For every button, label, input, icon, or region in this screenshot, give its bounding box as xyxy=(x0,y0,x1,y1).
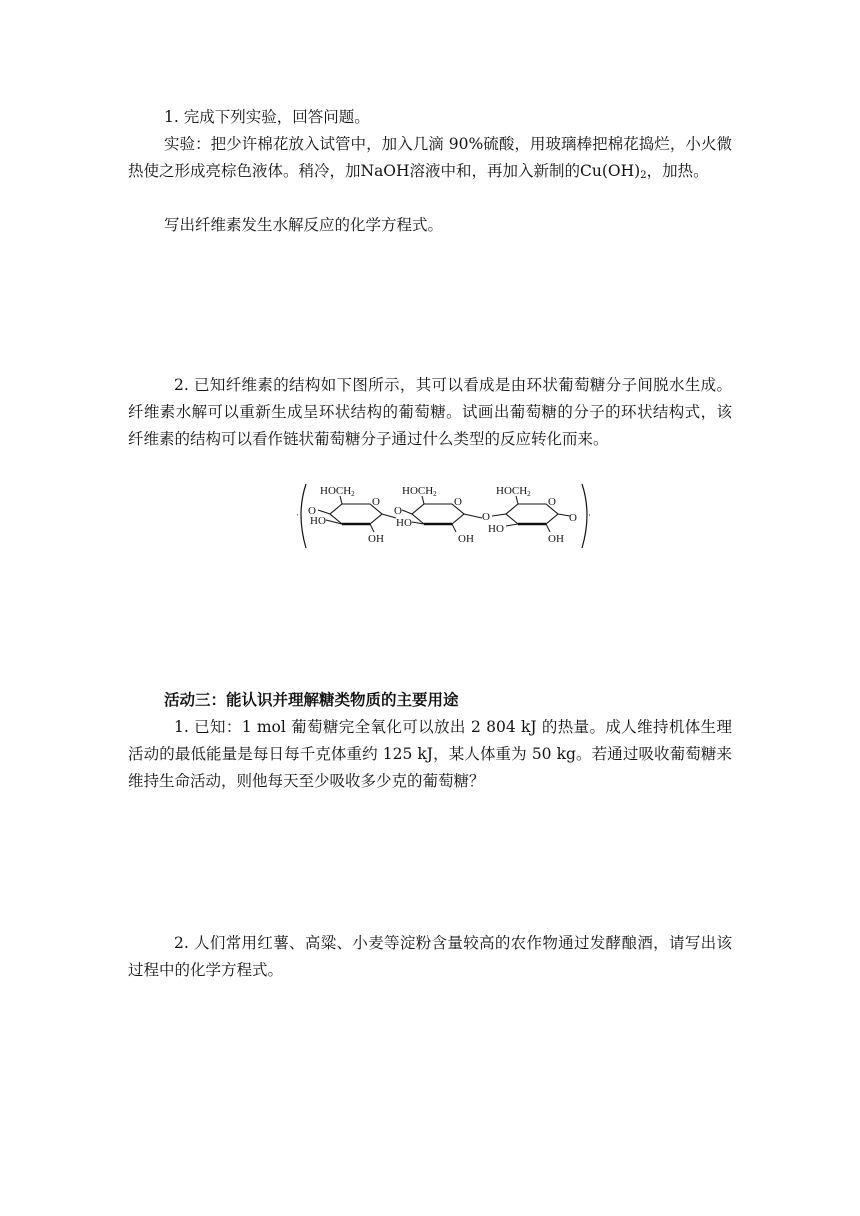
oh-label: OH xyxy=(368,533,384,545)
oh-label: OH xyxy=(548,533,564,545)
bridge-oxygen-label: O xyxy=(482,511,490,523)
bridge-oxygen-label: O xyxy=(394,505,402,517)
activity3-q2: 2. 人们常用红薯、高粱、小麦等淀粉含量较高的农作物通过发酵酿酒，请写出该过程中的化学方程式。 xyxy=(128,934,732,979)
end-oxygen-label: O xyxy=(569,512,577,524)
hoch2-label: HOCH2 xyxy=(320,485,355,498)
ring-oxygen-label: O xyxy=(454,496,462,508)
q2-text: 2. 已知纤维素的结构如下图所示，其可以看成是由环状葡萄糖分子间脱水生成。纤维素水解可以重新生成呈环状结构的葡萄糖。试画出葡萄糖的分子的环状结构式，该纤维素的结构可以看作链状葡萄糖分子通过什么类型的反应转化而来。 xyxy=(128,376,732,448)
q1-ask: 写出纤维素发生水解反应的化学方程式。 xyxy=(164,216,444,234)
ho-label: HO xyxy=(310,515,326,527)
q1-title: 1. 完成下列实验，回答问题。 xyxy=(164,108,370,126)
hoch2-label: HOCH2 xyxy=(402,485,437,498)
ho-label: HO xyxy=(396,517,412,529)
q1-experiment-end: ，加热。 xyxy=(646,162,709,180)
hoch2-label: HOCH2 xyxy=(496,485,531,498)
glucose-ring-1 xyxy=(308,485,396,545)
ring-oxygen-label: O xyxy=(372,496,380,508)
activity3-heading: 活动三：能认识并理解糖类物质的主要用途 xyxy=(164,691,459,709)
bridge-oxygen-label: O xyxy=(308,505,316,517)
glucose-ring-2 xyxy=(394,485,482,545)
ho-label: HO xyxy=(488,523,504,535)
q1-experiment xyxy=(128,131,732,185)
oh-label: OH xyxy=(458,533,474,545)
glucose-ring-3 xyxy=(482,485,577,545)
cellulose-structure-diagram xyxy=(290,478,600,554)
q1-experiment-text: 实验：把少许棉花放入试管中，加入几滴 90%硫酸，用玻璃棒把棉花捣烂，小火微热使之形成亮棕色液体。稍冷，加NaOH溶液中和，再加入新制的Cu(OH) xyxy=(128,135,732,180)
q1-experiment-subscript: 2 xyxy=(640,170,647,181)
svg-text:·: · xyxy=(296,510,299,520)
svg-text:·: · xyxy=(588,510,591,520)
activity3-q1: 1. 已知：1 mol 葡萄糖完全氧化可以放出 2 804 kJ 的热量。成人维持机体生理活动的最低能量是每日每千克体重约 125 kJ，某人体重为 50 kg。若通过吸收葡萄糖来维持生命活动，则他每天至少吸收多少克的葡萄糖？ xyxy=(128,718,732,790)
ring-oxygen-label: O xyxy=(548,496,556,508)
